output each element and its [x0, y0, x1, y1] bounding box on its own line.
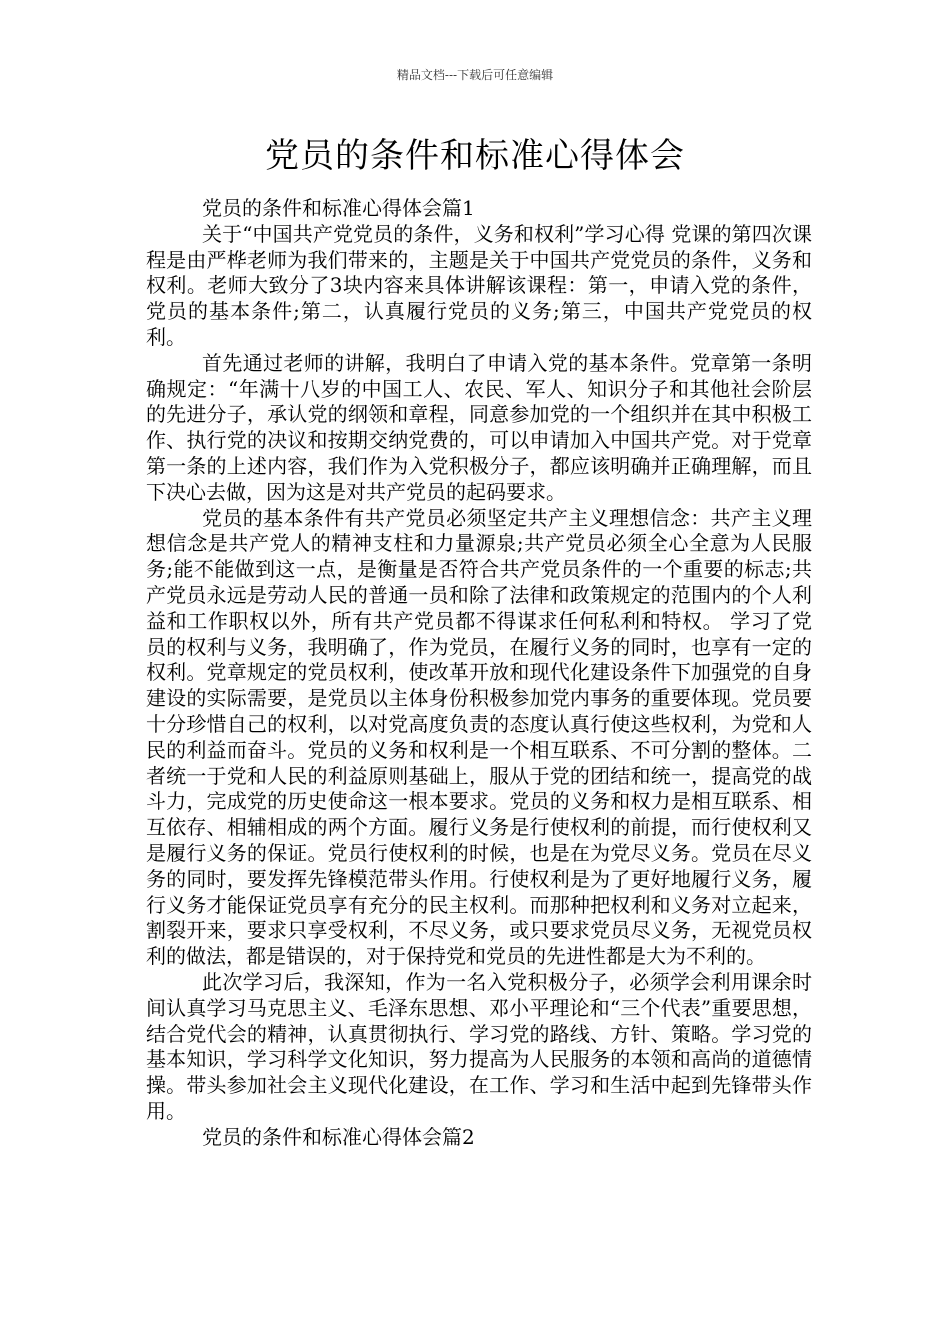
- section-heading-2: 党员的条件和标准心得体会篇2: [202, 1124, 475, 1149]
- document-title: 党员的条件和标准心得体会: [265, 136, 685, 176]
- paragraph-conditions: 首先通过老师的讲解，我明白了申请入党的基本条件。党章第一条明确规定：“年满十八岁的中国工人、农民、军人、知识分子和其他社会阶层的先进分子，承认党的纲领和章程，同意参加党的一个组织并在其中积极工作、执行党的决议和按期交纳党费的，可以申请加入中国共产党。对于党章第一条的上述内容，我们作为入党积极分子，都应该明确并正确理解，而且下决心去做，因为这是对共产党员的起码要求。: [146, 350, 812, 504]
- document-body: [146, 196, 812, 1150]
- section-heading-1: 党员的条件和标准心得体会篇1: [202, 196, 475, 220]
- paragraph-intro: 关于“中国共产党党员的条件，义务和权利”学习心得 党课的第四次课程是由严桦老师为我们带来的，主题是关于中国共产党党员的条件，义务和权利。老师大致分了3块内容来具体讲解该课程：第一，申请入党的条件，党员的基本条件;第二，认真履行党员的义务;第三，中国共产党党员的权利。: [146, 221, 812, 349]
- paragraph-rights-duties: 党员的基本条件有共产党员必须坚定共产主义理想信念：共产主义理想信念是共产党人的精神支柱和力量源泉;共产党员必须全心全意为人民服务;能不能做到这一点，是衡量是否符合共产党员条件的一个重要的标志;共产党员永远是劳动人民的普通一员和除了法律和政策规定的范围内的个人利益和工作职权以外，所有共产党员都不得谋求任何私利和特权。 学习了党员的权利与义务，我明确了，作为党员，在履行义务的同时，也享有一定的权利。党章规定的党员权利，使改革开放和现代化建设条件下加强党的自身建设的实际需要，是党员以主体身份积极参加党内事务的重要体现。党员要十分珍惜自己的权利，以对党高度负责的态度认真行使这些权利，为党和人民的利益而奋斗。党员的义务和权利是一个相互联系、不可分割的整体。二者统一于党和人民的利益原则基础上，服从于党的团结和统一，提高党的战斗力，完成党的历史使命这一根本要求。党员的义务和权力是相互联系、相互依存、相辅相成的两个方面。履行义务是行使权利的前提，而行使权利又是履行义务的保证。党员行使权利的时候，也是在为党尽义务。党员在尽义务的同时，要发挥先锋模范带头作用。行使权利是为了更好地履行义务，履行义务才能保证党员享有充分的民主权利。而那种把权利和义务对立起来，割裂开来，要求只享受权利，不尽义务，或只要求党员尽义务，无视党员权利的做法，都是错误的，对于保持党和党员的先进性都是大为不利的。: [146, 505, 812, 969]
- paragraph-conclusion: 此次学习后，我深知，作为一名入党积极分子，必须学会利用课余时间认真学习马克思主义、毛泽东思想、邓小平理论和“三个代表”重要思想，结合党代会的精神，认真贯彻执行、学习党的路线、方针、策略。学习党的基本知识，学习科学文化知识，努力提高为人民服务的本领和高尚的道德情操。带头参加社会主义现代化建设，在工作、学习和生活中起到先锋带头作用。: [146, 969, 812, 1123]
- header-note: 精品文档---下载后可任意编辑: [396, 68, 554, 82]
